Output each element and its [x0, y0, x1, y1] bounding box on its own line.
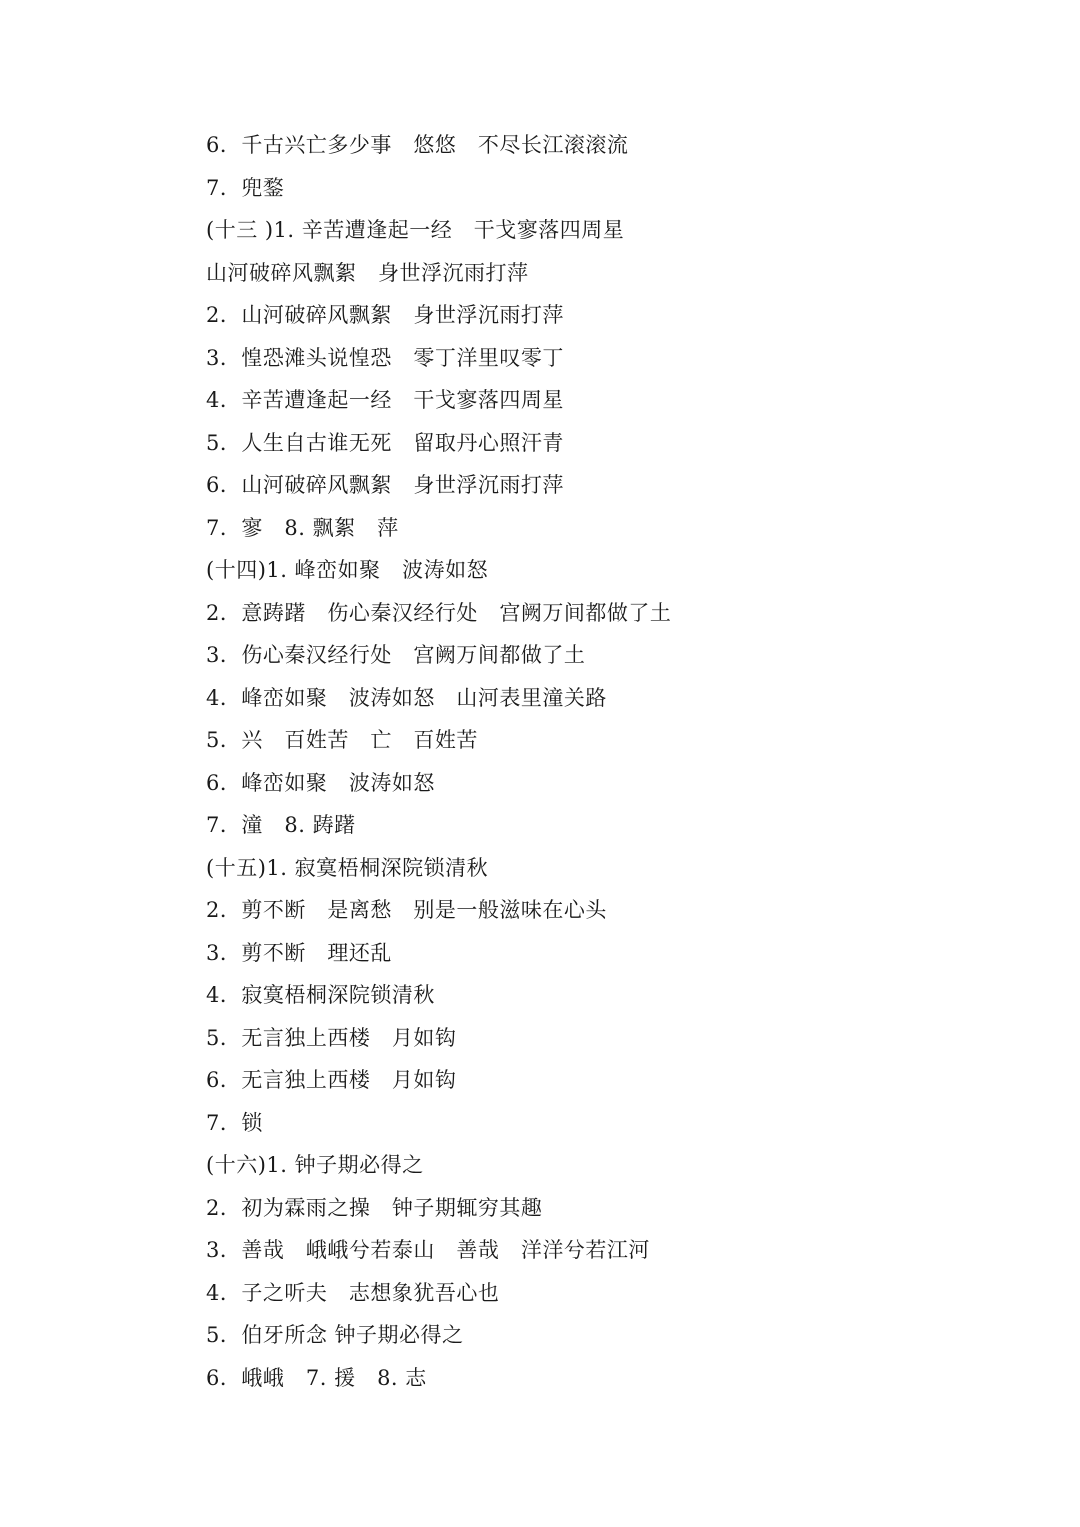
- answer-line: 2．剪不断 是离愁 别是一般滋味在心头: [206, 898, 607, 922]
- answer-line: 4．峰峦如聚 波涛如怒 山河表里潼关路: [206, 685, 607, 710]
- answer-line: 5．人生自古谁无死 留取丹心照汗青: [206, 430, 564, 455]
- answer-line: 5．兴 百姓苦 亡 百姓苦: [206, 728, 478, 752]
- answer-line: 5．伯牙所念 钟子期必得之: [206, 1323, 464, 1347]
- answer-list: [206, 124, 1026, 1399]
- section-heading-16: (十六)1. 钟子期必得之: [206, 1153, 424, 1177]
- answer-line: 6．千古兴亡多少事 悠悠 不尽长江滚滚流: [206, 133, 629, 157]
- answer-line: 6．山河破碎风飘絮 身世浮沉雨打萍: [206, 473, 564, 497]
- answer-line: 7．寥 8. 飘絮 萍: [206, 515, 399, 540]
- answer-line: 7．潼 8. 踌躇: [206, 813, 356, 837]
- answer-line: 3．善哉 峨峨兮若泰山 善哉 洋洋兮若江河: [206, 1238, 650, 1262]
- answer-line: 5．无言独上西楼 月如钩: [206, 1025, 457, 1050]
- answer-line: 6．峨峨 7. 援 8. 志: [206, 1365, 427, 1390]
- answer-line: 2．山河破碎风飘絮 身世浮沉雨打萍: [206, 303, 564, 327]
- answer-line: 山河破碎风飘絮 身世浮沉雨打萍: [206, 260, 529, 285]
- section-heading-13: (十三 )1. 辛苦遭逢起一经 干戈寥落四周星: [206, 218, 625, 242]
- answer-line: 7．兜鍪: [206, 175, 285, 200]
- section-heading-15: (十五)1. 寂寞梧桐深院锁清秋: [206, 855, 489, 880]
- answer-line: 4．子之听夫 志想象犹吾心也: [206, 1280, 500, 1305]
- answer-line: 2．意踌躇 伤心秦汉经行处 宫阙万间都做了土: [206, 600, 672, 625]
- answer-line: 4．辛苦遭逢起一经 干戈寥落四周星: [206, 388, 564, 412]
- answer-line: 3．伤心秦汉经行处 宫阙万间都做了土: [206, 643, 586, 667]
- answer-line: 2．初为霖雨之操 钟子期辄穷其趣: [206, 1195, 543, 1220]
- answer-line: 4．寂寞梧桐深院锁清秋: [206, 983, 435, 1007]
- answer-line: 7．锁: [206, 1110, 263, 1135]
- answer-line: 6．峰峦如聚 波涛如怒: [206, 770, 435, 795]
- answer-line: 3．剪不断 理还乱: [206, 940, 392, 965]
- answer-line: 3．惶恐滩头说惶恐 零丁洋里叹零丁: [206, 345, 564, 370]
- section-heading-14: (十四)1. 峰峦如聚 波涛如怒: [206, 558, 489, 582]
- answer-line: 6．无言独上西楼 月如钩: [206, 1068, 457, 1092]
